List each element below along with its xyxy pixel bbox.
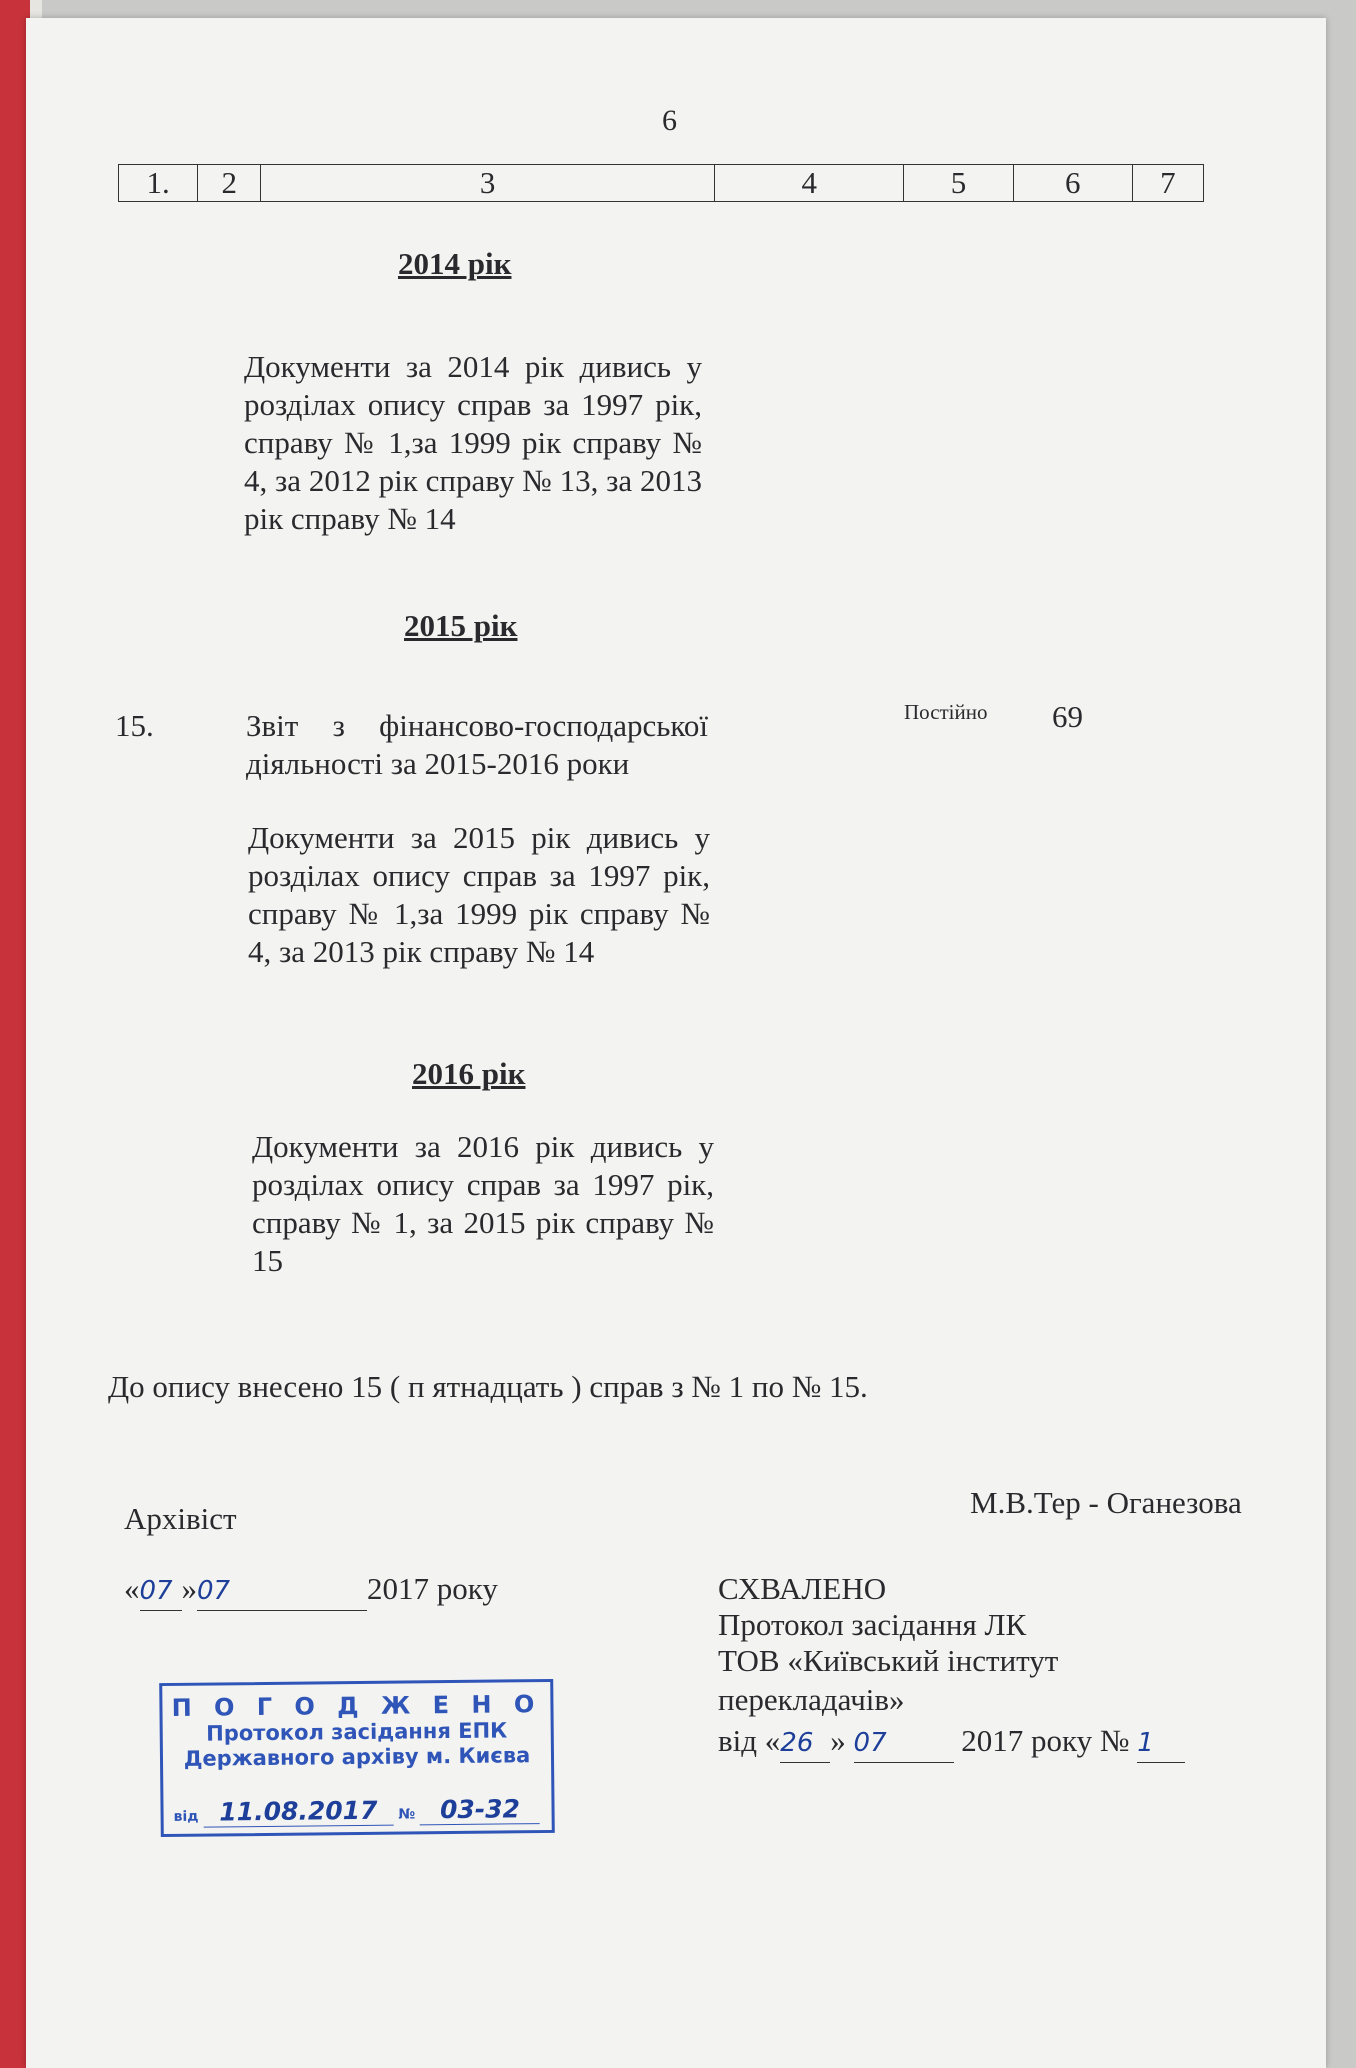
year-heading-2014: 2014 рік [398, 246, 512, 281]
approval-year-text: 2017 року № [961, 1723, 1130, 1758]
approval-title: СХВАЛЕНО [718, 1571, 887, 1606]
column-header-table [118, 164, 1204, 202]
date-year-suffix: 2017 року [367, 1571, 498, 1606]
column-header-5: 5 [904, 165, 1013, 202]
signatory-role: Архівіст [124, 1501, 237, 1536]
stamp-from-label: від [173, 1808, 199, 1825]
approval-line-1: Протокол засідання ЛК [718, 1607, 1027, 1642]
column-header-6: 6 [1013, 165, 1132, 202]
stamp-no-label: № [398, 1806, 416, 1823]
column-header-1: 1. [119, 165, 198, 202]
column-header-3: 3 [261, 165, 715, 202]
bleed-through [746, 360, 754, 394]
approval-date-prefix: від « [718, 1723, 781, 1758]
year-heading-2015: 2015 рік [404, 608, 518, 643]
approval-line-2: ТОВ «Київський інститут [718, 1643, 1059, 1678]
approval-day: 26 [780, 1728, 814, 1758]
summary-line: До опису внесено 15 ( п ятнадцать ) справ з № 1 по № 15. [108, 1369, 868, 1404]
date-month-field [197, 1570, 367, 1611]
column-header-7: 7 [1132, 165, 1203, 202]
approval-line-3: перекладачів» [718, 1682, 905, 1717]
approval-month: 07 [853, 1728, 887, 1758]
stamp-title: П О Г О Д Ж Е Н О [171, 1690, 542, 1722]
stamp-date: 11.08.2017 [219, 1795, 378, 1827]
year-heading-2016: 2016 рік [412, 1056, 526, 1091]
date-day-field [140, 1570, 182, 1611]
date-close-quote: » [181, 1571, 197, 1606]
item-title: Звіт з фінансово-господарської діяльності за 2015-2016 роки [246, 708, 708, 781]
item-sheet-count: 69 [1052, 699, 1083, 734]
stamp-date-row [173, 1794, 540, 1828]
item-storage-term: Постійно [904, 700, 988, 724]
approval-month-field [854, 1722, 954, 1763]
reference-text-2014: Документи за 2014 рік дивись у розділах опису справ за 1997 рік, справу № 1,за 1999 рік справу № 4, за 2012 рік справу № 13, за 2013 рік справу № 14 [244, 349, 702, 536]
stamp-line-1: Протокол засідання ЕПК [206, 1718, 508, 1746]
approval-date-line [718, 1722, 1185, 1763]
stamp-line-2: Державного архіву м. Києва [183, 1743, 531, 1771]
page-number: 6 [662, 104, 677, 137]
approval-day-field [780, 1722, 830, 1763]
stamp-number-field [420, 1794, 540, 1825]
item-number: 15. [115, 708, 154, 743]
date-month: 07 [197, 1576, 231, 1606]
column-header-4: 4 [715, 165, 904, 202]
date-open-quote: « [124, 1571, 140, 1606]
document-page [26, 18, 1326, 2068]
stamp-number: 03-32 [439, 1794, 521, 1825]
stamp-date-field [203, 1796, 393, 1828]
approval-number: 1 [1137, 1728, 1154, 1758]
reference-text-2016: Документи за 2016 рік дивись у розділах опису справ за 1997 рік, справу № 1, за 2015 рік справу № 15 [252, 1129, 714, 1278]
approval-date-mid: » [830, 1723, 846, 1758]
signatory-name: М.В.Тер - Оганезова [970, 1485, 1242, 1520]
archivist-date [124, 1570, 498, 1611]
approval-number-field [1137, 1722, 1185, 1763]
column-header-2: 2 [198, 165, 261, 202]
approval-stamp [159, 1679, 555, 1837]
reference-text-2015: Документи за 2015 рік дивись у розділах опису справ за 1997 рік, справу № 1,за 1999 рік справу № 4, за 2013 рік справу № 14 [248, 820, 710, 969]
date-day: 07 [139, 1576, 173, 1606]
